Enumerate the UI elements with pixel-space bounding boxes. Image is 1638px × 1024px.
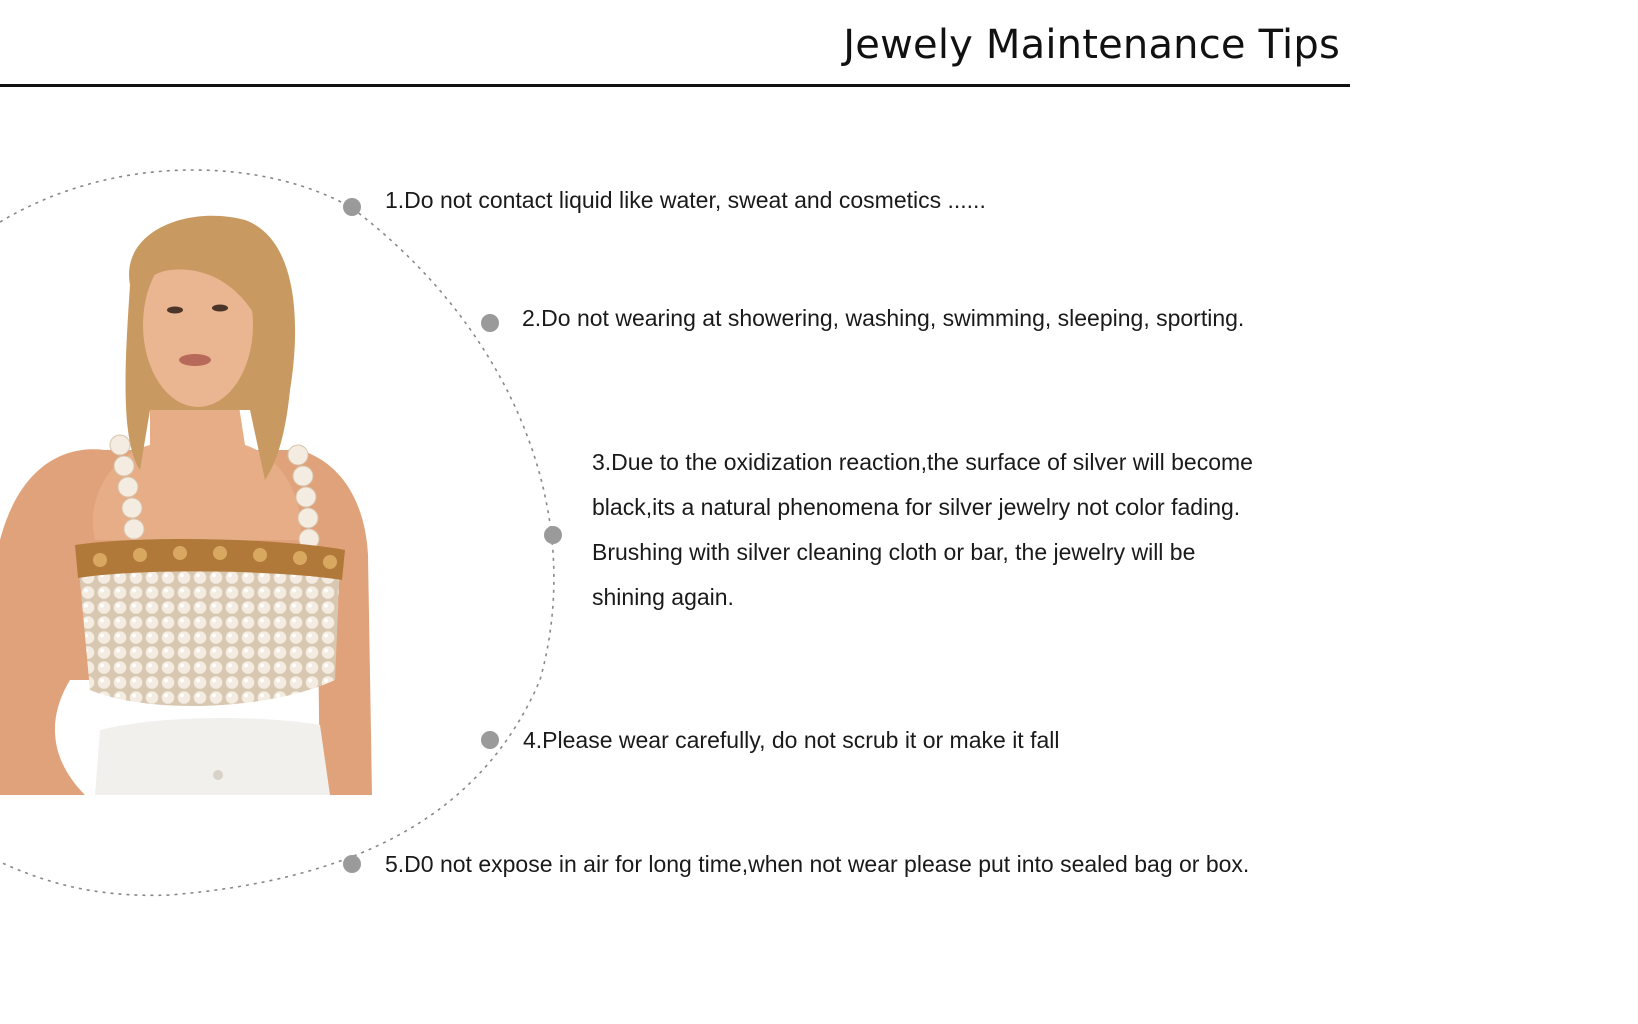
bullet-dot-5 xyxy=(343,855,361,873)
model-photo xyxy=(0,210,375,795)
tip-3: 3.Due to the oxidization reaction,the surface of silver will become black,its a natural phenomena for silver jewelry not color fading. Brushing with silver cleaning cloth or bar, the jewelry will be shining again. xyxy=(592,449,1253,610)
tip-2: 2.Do not wearing at showering, washing, swimming, sleeping, sporting. xyxy=(522,305,1245,331)
page-title: Jewely Maintenance Tips xyxy=(843,22,1340,68)
tip-4: 4.Please wear carefully, do not scrub it or make it fall xyxy=(523,727,1060,753)
bullet-dot-3 xyxy=(544,526,562,544)
tip-1: 1.Do not contact liquid like water, sweat and cosmetics ...... xyxy=(385,187,986,213)
bullet-dot-2 xyxy=(481,314,499,332)
tip-5: 5.D0 not expose in air for long time,when not wear please put into sealed bag or box. xyxy=(385,851,1250,877)
bullet-dot-4 xyxy=(481,731,499,749)
